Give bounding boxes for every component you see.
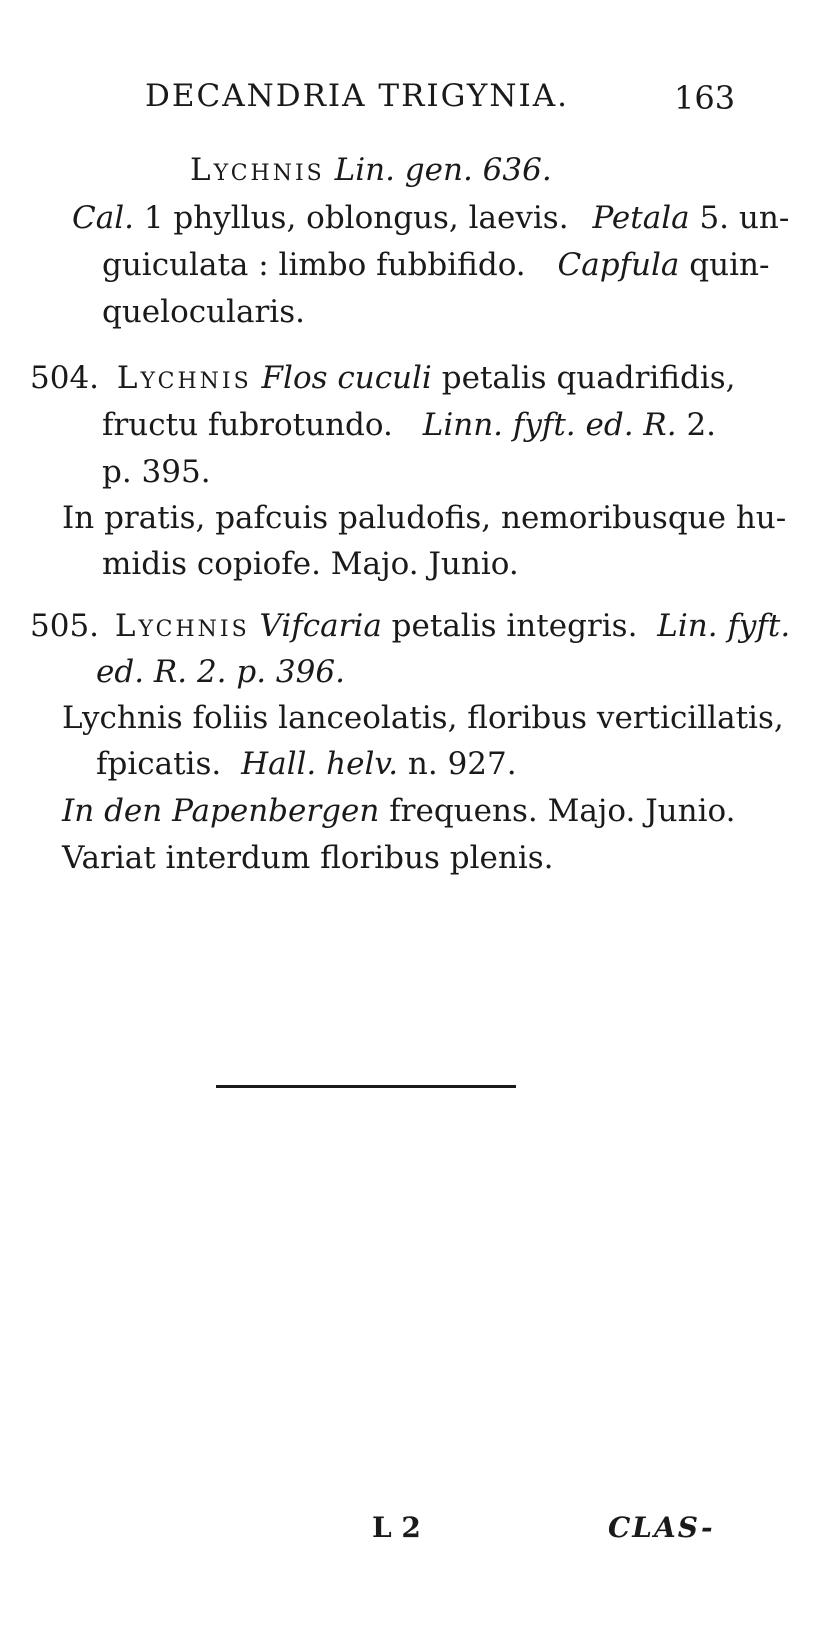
species-number: 505. [30, 608, 100, 644]
catchword: CLAS- [608, 1511, 715, 1544]
species-reference-num: 2. [686, 407, 717, 443]
calyx-text: 1 phyllus, oblongus, laevis. [143, 200, 569, 236]
page-number: 163 [674, 79, 736, 117]
species-diagnosis: petalis quadrifidis, [441, 360, 736, 396]
species-504-line-1 [30, 360, 736, 396]
section-rule [216, 1085, 516, 1088]
synonym-reference-num: n. 927. [407, 746, 517, 782]
species-number: 504. [30, 360, 100, 396]
species-reference: Lin. fyft. [657, 608, 791, 644]
limbo-text: guiculata : limbo fubbifido. [102, 247, 526, 283]
signature-mark: L 2 [372, 1511, 421, 1544]
species-504-line-2 [102, 407, 716, 443]
species-504-line-3: p. 395. [102, 454, 211, 490]
species-genus: Lychnis [116, 360, 252, 396]
genus-name: Lychnis [190, 152, 325, 188]
capsula-text: quin- [689, 247, 770, 283]
genus-desc-line-1 [72, 200, 789, 236]
running-head: DECANDRIA TRIGYNIA. [145, 78, 569, 114]
locality-text: frequens. Majo. Junio. [389, 793, 736, 829]
species-505-line-2: ed. R. 2. p. 396. [96, 654, 345, 690]
species-epithet: Vifcaria [259, 608, 382, 644]
species-epithet: Flos cuculi [261, 360, 432, 396]
species-diagnosis-cont: fructu fubrotundo. [102, 407, 393, 443]
petala-text: 5. un- [699, 200, 790, 236]
genus-heading [190, 152, 552, 188]
species-504-habitat-1: In pratis, pafcuis paludofis, nemoribusque hu- [62, 500, 787, 536]
capsula-label: Capfula [557, 247, 680, 283]
synonym-reference: Hall. helv. [241, 746, 399, 782]
species-reference: Linn. fyft. ed. R. [422, 407, 677, 443]
genus-desc-line-3: quelocularis. [102, 294, 305, 330]
species-505-variat: Variat interdum floribus plenis. [62, 840, 554, 876]
petala-label: Petala [592, 200, 690, 236]
locality-name: In den Papenbergen [62, 793, 380, 829]
species-504-habitat-2: midis copiofe. Majo. Junio. [102, 546, 519, 582]
species-505-synonym-2 [96, 746, 517, 782]
species-505-locality [62, 793, 736, 829]
species-505-line-1 [30, 608, 790, 644]
synonym-text: fpicatis. [96, 746, 222, 782]
species-505-synonym-1: Lychnis foliis lanceolatis, floribus verticillatis, [62, 700, 784, 736]
species-diagnosis: petalis integris. [391, 608, 638, 644]
species-genus: Lychnis [114, 608, 250, 644]
genus-reference: Lin. gen. 636. [334, 152, 552, 188]
calyx-label: Cal. [72, 200, 134, 236]
genus-desc-line-2 [102, 247, 769, 283]
